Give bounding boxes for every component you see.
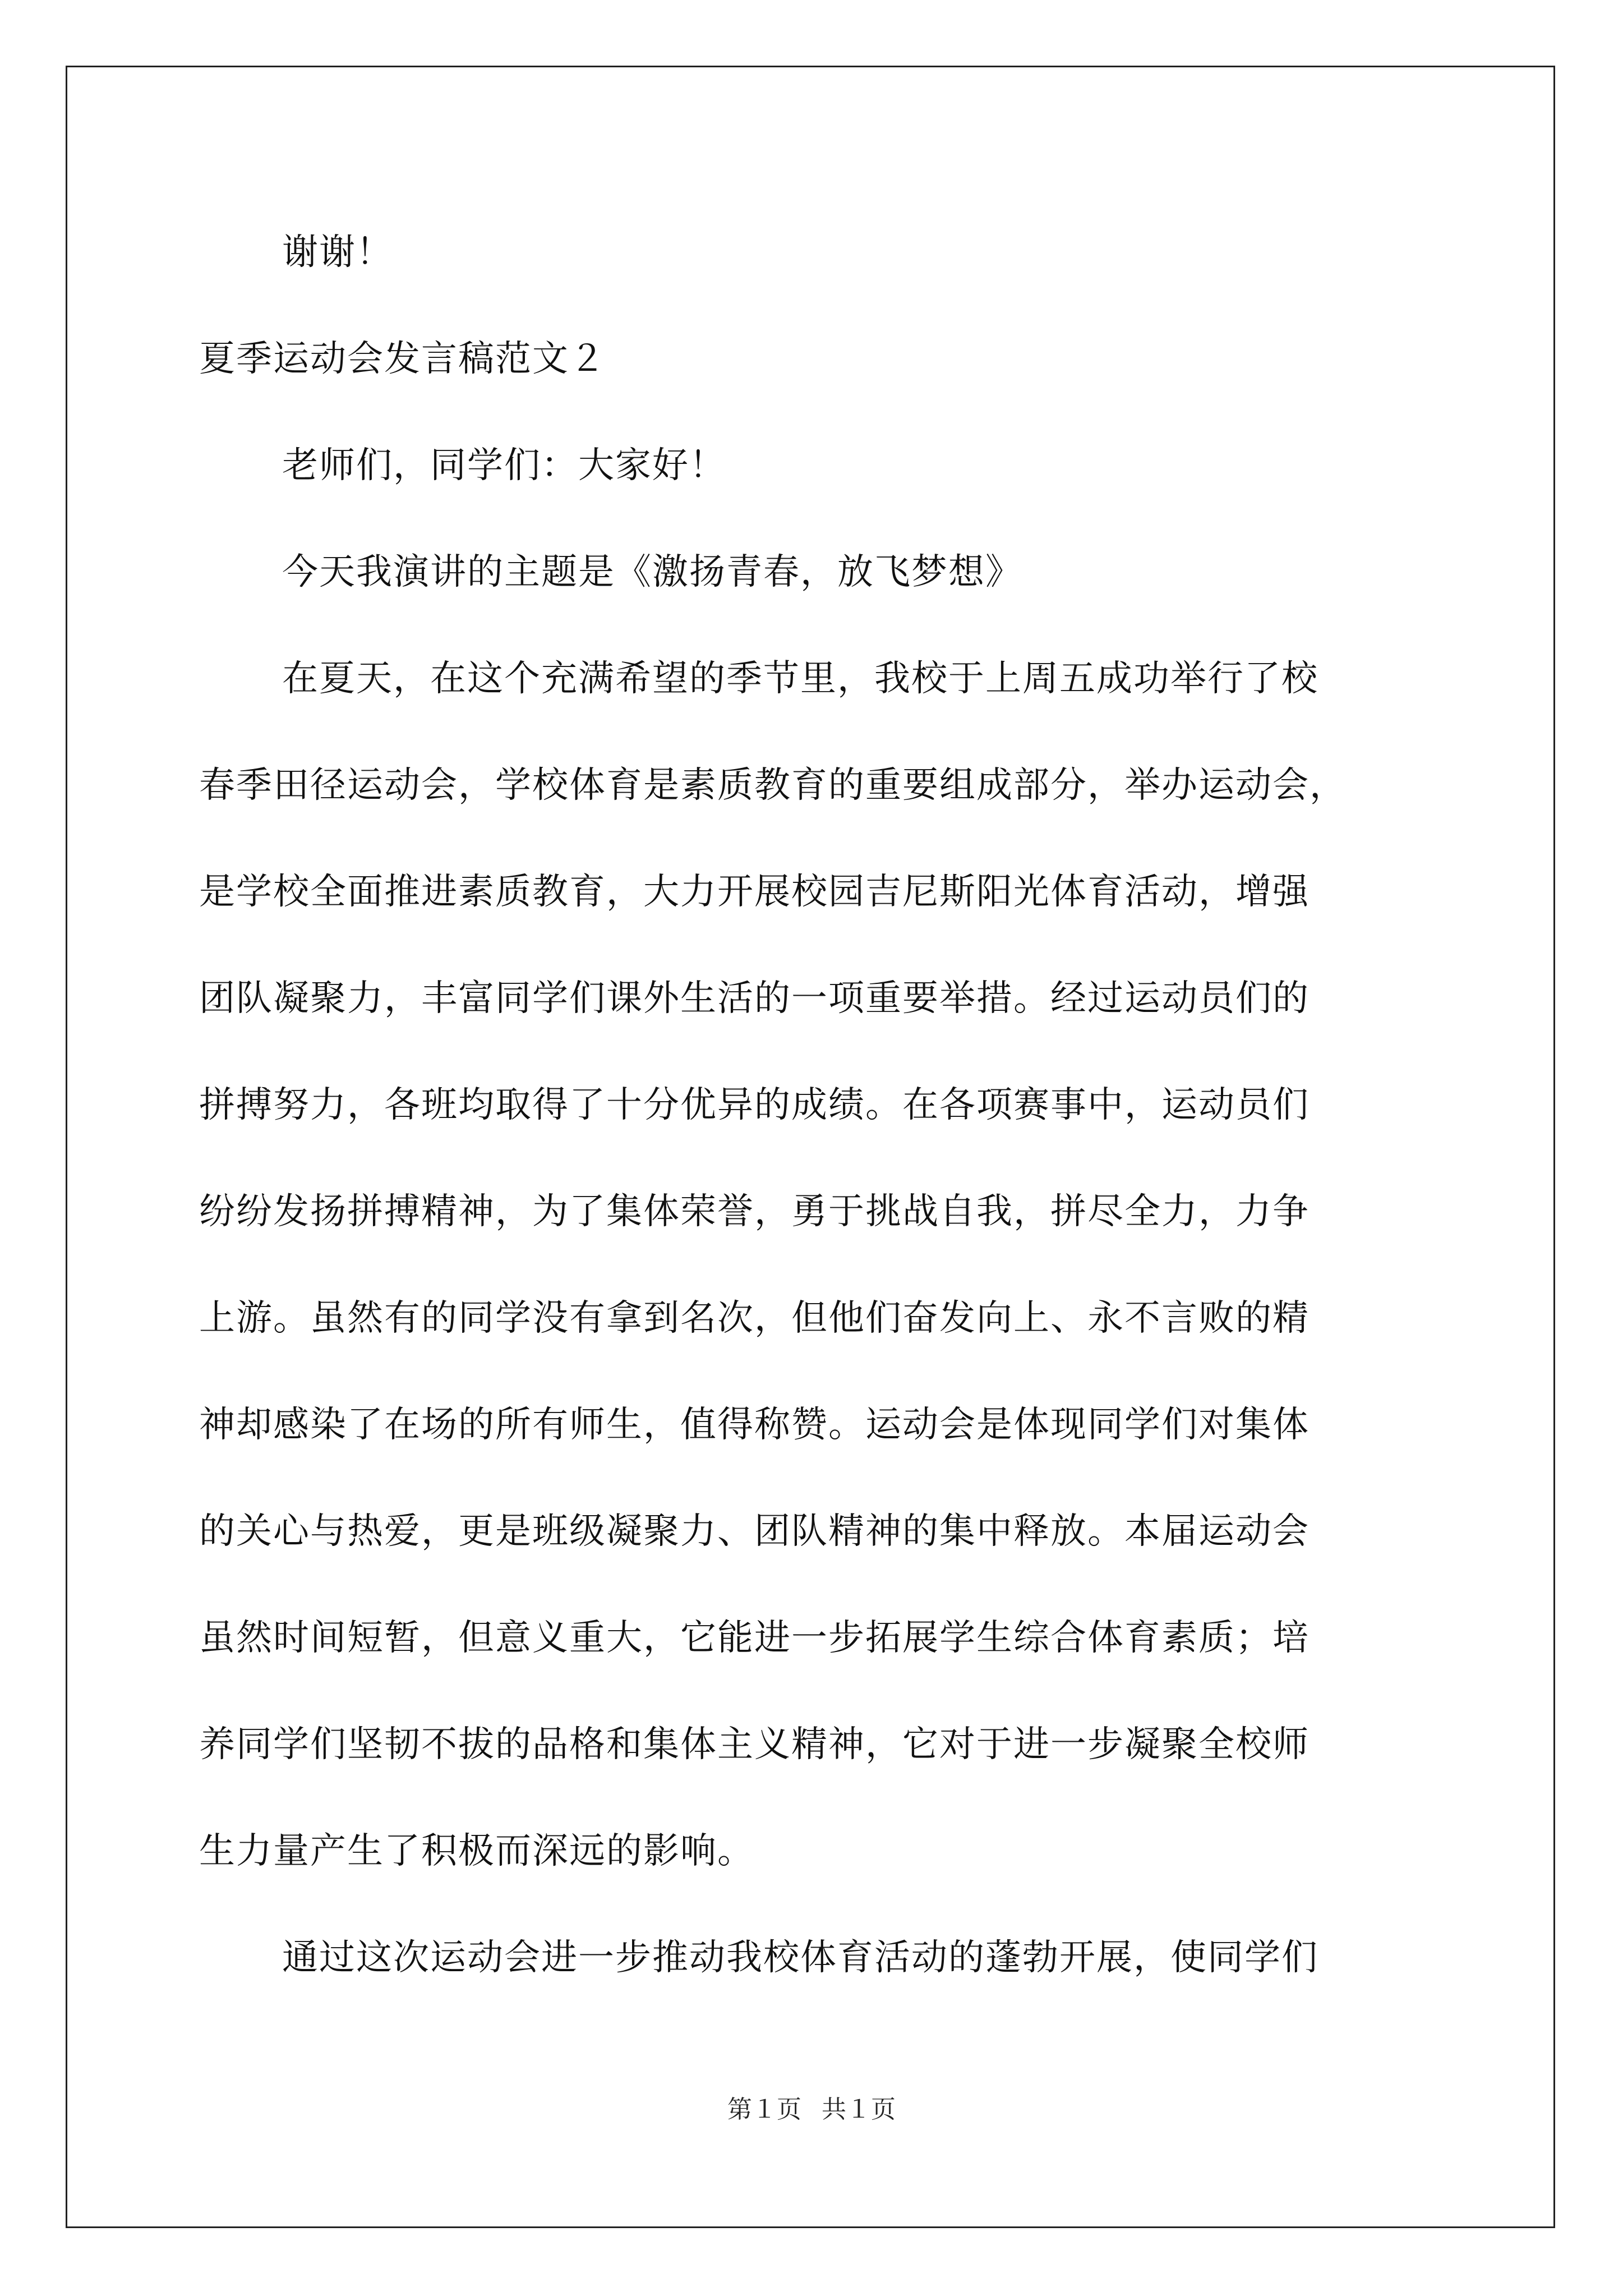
page-total: 共１页 [822, 2096, 896, 2123]
paragraph-line: 团队凝聚力，丰富同学们课外生活的一项重要举措。经过运动员们的 [199, 978, 1310, 1019]
paragraph-line: 在夏天，在这个充满希望的季节里，我校于上周五成功举行了校 [282, 658, 1318, 700]
paragraph-line: 上游。虽然有的同学没有拿到名次，但他们奋发向上、永不言败的精 [199, 1297, 1310, 1339]
paragraph-line: 生力量产生了积极而深远的影响。 [199, 1830, 754, 1872]
page-number: 第１页 [727, 2096, 801, 2123]
paragraph-line: 的关心与热爱，更是班级凝聚力、团队精神的集中释放。本届运动会 [199, 1511, 1310, 1552]
paragraph-line: 虽然时间短暂，但意义重大，它能进一步拓展学生综合体育素质；培 [199, 1617, 1310, 1659]
paragraph-line: 神却感染了在场的所有师生，值得称赞。运动会是体现同学们对集体 [199, 1404, 1310, 1446]
paragraph-line: 通过这次运动会进一步推动我校体育活动的蓬勃开展，使同学们 [282, 1937, 1318, 1978]
closing-thanks: 谢谢！ [282, 232, 393, 273]
paragraph-line: 是学校全面推进素质教育，大力开展校园吉尼斯阳光体育活动，增强 [199, 871, 1310, 913]
page-border [66, 66, 1555, 2228]
section-title: 夏季运动会发言稿范文２ [199, 338, 606, 380]
paragraph-line: 养同学们坚韧不拔的品格和集体主义精神，它对于进一步凝聚全校师 [199, 1724, 1310, 1765]
greeting-line: 老师们，同学们：大家好！ [282, 445, 726, 486]
paragraph-line: 拼搏努力，各班均取得了十分优异的成绩。在各项赛事中，运动员们 [199, 1084, 1310, 1126]
paragraph-line: 春季田径运动会，学校体育是素质教育的重要组成部分，举办运动会， [199, 765, 1347, 806]
page-footer [0, 2094, 1623, 2125]
speech-theme-line: 今天我演讲的主题是《激扬青春，放飞梦想》 [282, 551, 1022, 593]
paragraph-line: 纷纷发扬拼搏精神，为了集体荣誉，勇于挑战自我，拼尽全力，力争 [199, 1191, 1310, 1232]
